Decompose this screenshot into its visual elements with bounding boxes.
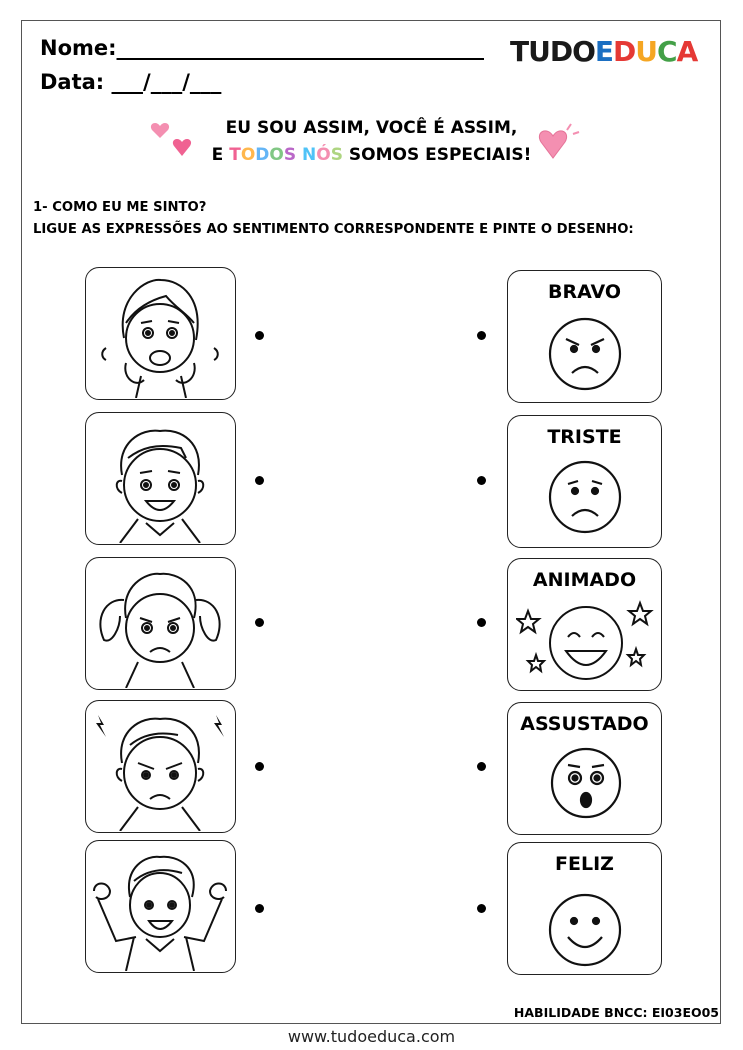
left-dot-5[interactable]	[255, 904, 264, 913]
right-dot-2[interactable]	[477, 476, 486, 485]
title-colored-letter: T	[229, 145, 241, 165]
title-colored-letter: D	[255, 145, 270, 165]
sad-girl-icon	[86, 558, 234, 688]
scared-face-icon	[548, 745, 624, 821]
logo-text-e: E	[594, 35, 614, 68]
left-dot-4[interactable]	[255, 762, 264, 771]
right-dot-1[interactable]	[477, 331, 486, 340]
right-card-triste	[507, 415, 662, 548]
logo-text-d: D	[613, 35, 636, 68]
feeling-label: ANIMADO	[532, 569, 637, 591]
instruction-text: LIGUE AS EXPRESSÕES AO SENTIMENTO CORRESPONDENTE E PINTE O DESENHO:	[33, 222, 634, 237]
date-field[interactable]: Data: ___/___/___	[40, 70, 222, 94]
right-dot-3[interactable]	[477, 618, 486, 627]
left-dot-2[interactable]	[255, 476, 264, 485]
right-dot-5[interactable]	[477, 904, 486, 913]
right-card-feliz	[507, 842, 662, 975]
title-line-1: EU SOU ASSIM, VOCÊ É ASSIM,	[225, 118, 518, 138]
title-todos	[229, 145, 296, 165]
logo	[510, 35, 720, 75]
feeling-label: TRISTE	[547, 426, 622, 448]
logo-text-a: A	[676, 35, 698, 68]
left-card-5	[85, 840, 236, 973]
feeling-label: BRAVO	[547, 281, 622, 303]
title-colored-letter: O	[269, 145, 284, 165]
title-colored-letter: Ó	[316, 145, 331, 165]
title-colored-letter: N	[302, 145, 317, 165]
right-dot-4[interactable]	[477, 762, 486, 771]
logo-text-tudo: TUDO	[510, 35, 595, 68]
title-colored-letter: S	[330, 145, 343, 165]
feeling-label: FELIZ	[555, 853, 614, 875]
question-heading: 1- COMO EU ME SINTO?	[33, 200, 207, 215]
logo-text-u: U	[635, 35, 658, 68]
excited-face-icon	[516, 597, 656, 689]
right-card-animado	[507, 558, 662, 691]
happy-face-icon	[546, 891, 624, 969]
name-field[interactable]: Nome:___________________________________	[40, 36, 485, 60]
title-line-2	[140, 145, 603, 165]
left-dot-1[interactable]	[255, 331, 264, 340]
right-card-bravo	[507, 270, 662, 403]
bncc-skill: HABILIDADE BNCC: EI03EO05	[513, 1005, 719, 1020]
sad-face-icon	[546, 458, 624, 536]
feeling-label: ASSUSTADO	[520, 713, 649, 735]
left-card-1	[85, 267, 236, 400]
title-colored-letter: S	[283, 145, 297, 165]
angry-boy-icon	[86, 701, 234, 831]
happy-boy-icon	[86, 413, 234, 543]
title-end: SOMOS ESPECIAIS!	[348, 145, 532, 165]
footer-url[interactable]: www.tudoeduca.com	[287, 1027, 456, 1046]
left-card-4	[85, 700, 236, 833]
angry-face-icon	[546, 315, 624, 393]
logo-text-c: C	[657, 35, 677, 68]
cheering-boy-icon	[86, 841, 234, 971]
title-nos	[302, 145, 343, 165]
right-card-assustado	[507, 702, 662, 835]
title-e: E	[211, 145, 224, 165]
title-colored-letter: O	[240, 145, 256, 165]
left-card-2	[85, 412, 236, 545]
scared-girl-icon	[86, 268, 234, 398]
left-card-3	[85, 557, 236, 690]
left-dot-3[interactable]	[255, 618, 264, 627]
